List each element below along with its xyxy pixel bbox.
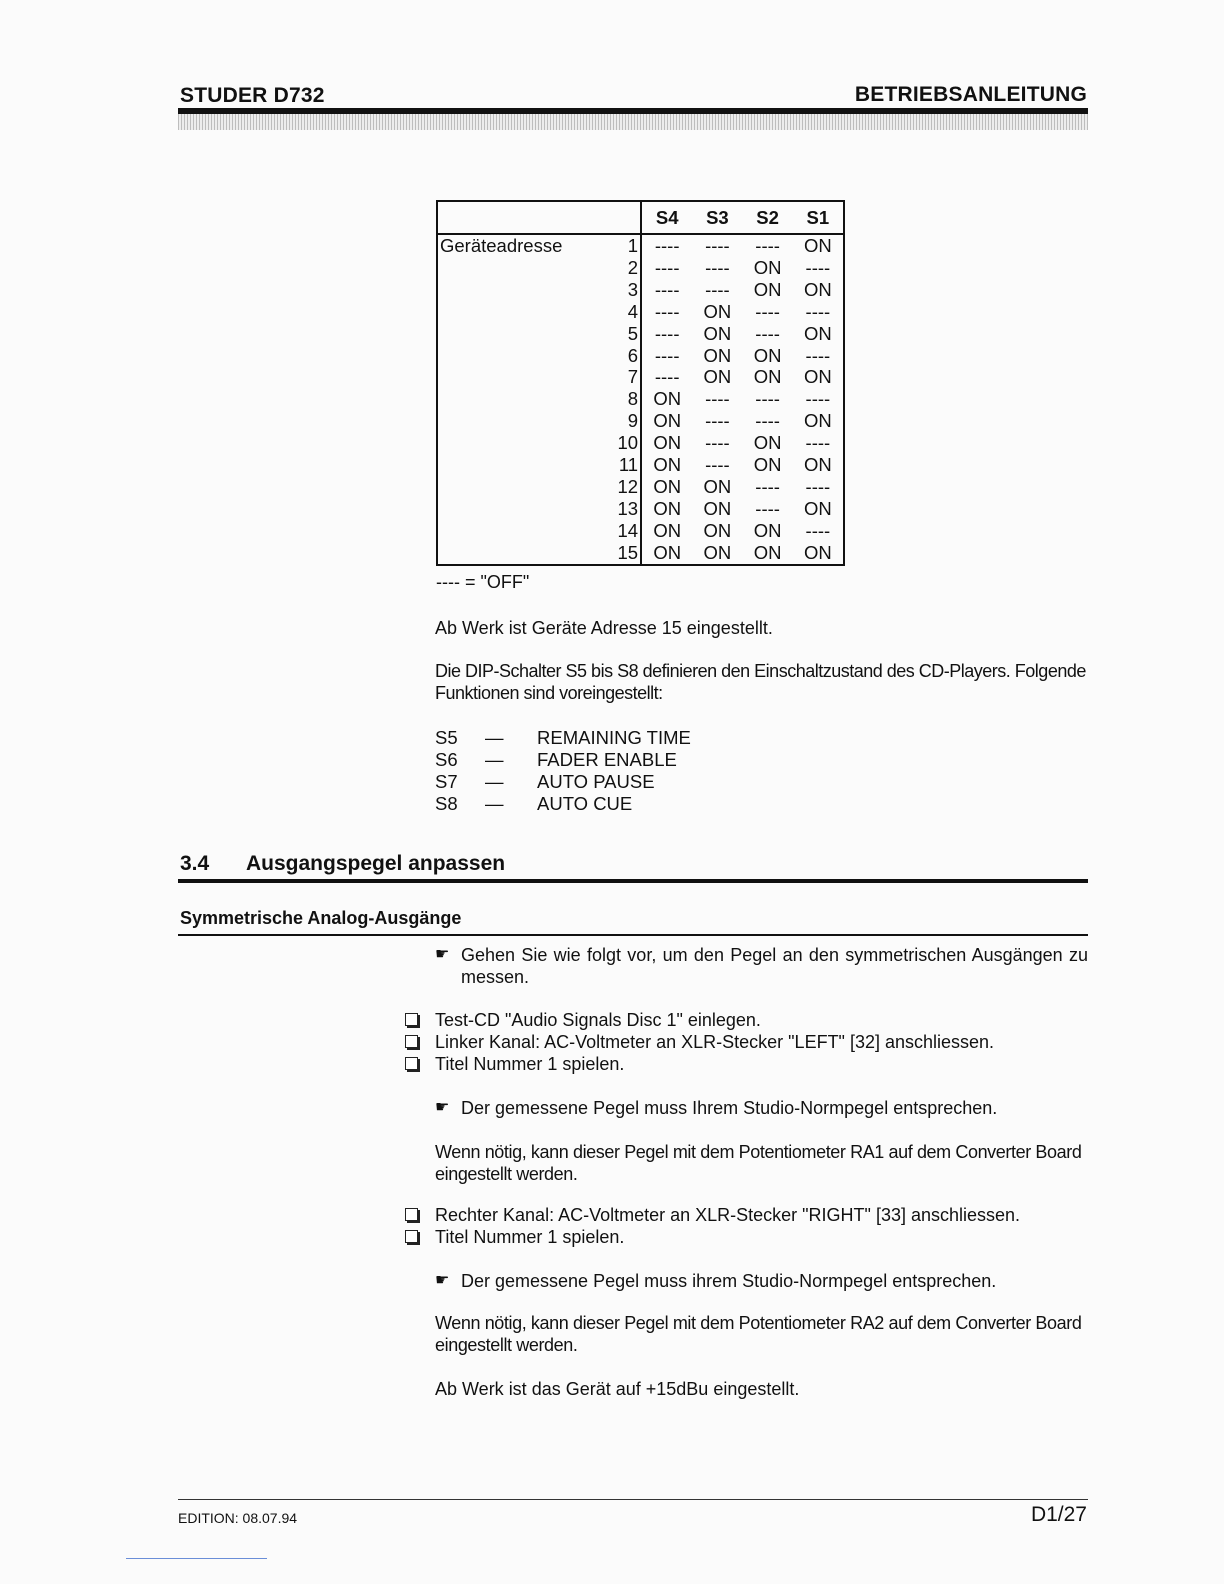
switch-state-cell: ON <box>803 366 832 388</box>
table-header-row <box>437 201 844 234</box>
row-label <box>437 542 608 565</box>
checkbox-icon <box>405 1035 418 1048</box>
switch-state-cell: ---- <box>705 410 730 432</box>
note-text: Der gemessene Pegel muss Ihrem Studio-Normpegel entsprechen. <box>461 1098 998 1118</box>
step-text: Titel Nummer 1 spielen. <box>435 1227 625 1247</box>
switch-state-cell: ON <box>703 475 732 497</box>
row-label <box>437 388 608 410</box>
switch-state-cell: ON <box>703 497 732 519</box>
header-manual-type: BETRIEBSANLEITUNG <box>854 83 1087 106</box>
address-number: 2 <box>608 257 641 279</box>
switch-function: FADER ENABLE <box>537 749 677 770</box>
table-row <box>437 345 844 367</box>
ra2-text: Wenn nötig, kann dieser Pegel mit dem Potentiometer RA2 auf dem Converter Board eingestellt werden. <box>435 1313 1082 1355</box>
table-row <box>437 301 844 323</box>
step-text: Titel Nummer 1 spielen. <box>435 1054 625 1074</box>
switch-state-cell: ---- <box>755 475 780 497</box>
section-rule <box>178 879 1088 883</box>
note <box>435 1270 1088 1292</box>
switch-state-cell: ---- <box>705 388 730 410</box>
note <box>435 1097 1088 1119</box>
checkbox-icon <box>405 1013 418 1026</box>
note <box>435 944 1088 988</box>
switch-state-cell: ---- <box>654 366 680 388</box>
switch-state-cell: ON <box>753 432 782 454</box>
dip-intro-text: Die DIP-Schalter S5 bis S8 definieren den Einschaltzustand des CD-Players. Folgende Funktionen sind voreingestellt: <box>435 661 1086 703</box>
switch-function: REMAINING TIME <box>537 727 691 748</box>
switch-state-cell: ---- <box>705 256 730 278</box>
row-label <box>437 301 608 323</box>
switch-state-cell: ON <box>753 256 782 278</box>
switch-state-cell: ON <box>653 454 682 476</box>
row-label <box>437 279 608 301</box>
table-row <box>437 234 844 257</box>
table-row <box>437 498 844 520</box>
table-row <box>437 279 844 301</box>
pointing-hand-icon: ☛ <box>435 1272 450 1289</box>
switch-state-cell: ON <box>803 235 832 256</box>
row-label <box>437 432 608 454</box>
switch-state-cell: ---- <box>654 235 680 256</box>
address-number: 12 <box>608 476 641 498</box>
switch-dash: — <box>485 749 504 770</box>
switch-state-cell: ---- <box>805 256 831 278</box>
switch-state-cell: ---- <box>705 432 730 454</box>
ra1-text: Wenn nötig, kann dieser Pegel mit dem Potentiometer RA1 auf dem Converter Board eingestellt werden. <box>435 1142 1082 1184</box>
switch-state-cell: ON <box>803 410 832 432</box>
switch-state-cell: ON <box>653 519 682 541</box>
switch-state-cell: ---- <box>755 235 780 256</box>
switch-state-cell: ON <box>703 322 732 344</box>
address-number: 1 <box>608 234 641 257</box>
switch-state-cell: ---- <box>805 388 831 410</box>
address-number: 5 <box>608 323 641 345</box>
factory-address-text: Ab Werk ist Geräte Adresse 15 eingestellt. <box>435 618 773 638</box>
row-label <box>437 345 608 367</box>
row-label <box>437 454 608 476</box>
switch-state-cell: ---- <box>755 300 780 322</box>
switch-function: AUTO PAUSE <box>537 771 655 792</box>
pointing-hand-icon: ☛ <box>435 1099 450 1116</box>
scan-artifact-line <box>126 1558 267 1559</box>
header-title: STUDER D732 <box>180 84 325 107</box>
switch-dash: — <box>485 771 504 792</box>
row-label <box>437 498 608 520</box>
switch-state-cell: ---- <box>755 410 780 432</box>
switch-state-cell: ON <box>703 300 732 322</box>
switch-state-cell: ---- <box>805 432 831 454</box>
switch-state-cell: ---- <box>654 300 680 322</box>
table-row <box>437 388 844 410</box>
switch-state-cell: ON <box>753 541 782 563</box>
address-number: 15 <box>608 542 641 565</box>
switch-dash: — <box>485 727 504 748</box>
switch-state-cell: ---- <box>755 322 780 344</box>
switch-state-cell: ON <box>803 541 832 563</box>
factory-level-text: Ab Werk ist das Gerät auf +15dBu eingestellt. <box>435 1379 800 1399</box>
address-number: 13 <box>608 498 641 520</box>
table-row <box>437 323 844 345</box>
address-number: 14 <box>608 520 641 542</box>
table-row <box>437 476 844 498</box>
switch-state-cell: ON <box>653 410 682 432</box>
switch-dash: — <box>485 793 504 814</box>
row-label <box>437 366 608 388</box>
table-corner-cell <box>437 201 641 234</box>
switch-state-cell: ON <box>653 432 682 454</box>
switch-state-cell: ON <box>703 366 732 388</box>
switch-state-cell: ON <box>753 366 782 388</box>
address-number: 3 <box>608 279 641 301</box>
switch-state-cell: ---- <box>805 475 831 497</box>
switch-state-cell: ---- <box>755 497 780 519</box>
address-number: 8 <box>608 388 641 410</box>
checkbox-icon <box>405 1208 418 1221</box>
table-row <box>437 366 844 388</box>
note-text: Gehen Sie wie folgt vor, um den Pegel an den symmetrischen Ausgängen zu messen. <box>461 945 1088 987</box>
header-bar <box>178 108 1088 130</box>
address-number: 7 <box>608 366 641 388</box>
checkbox-icon <box>405 1057 418 1070</box>
switch-state-cell: ON <box>753 278 782 300</box>
table-row <box>437 257 844 279</box>
pointing-hand-icon: ☛ <box>435 946 450 963</box>
row-label: Geräteadresse <box>440 235 563 256</box>
table-legend: ---- = "OFF" <box>436 572 530 592</box>
address-number: 11 <box>608 454 641 476</box>
footer-rule <box>178 1499 1088 1500</box>
column-header: S4 <box>641 201 692 234</box>
table-row <box>437 432 844 454</box>
switch-state-cell: ON <box>803 278 832 300</box>
switch-state-cell: ON <box>653 475 682 497</box>
page-number: D1/27 <box>1030 1503 1087 1526</box>
row-label <box>437 323 608 345</box>
switch-state-cell: ---- <box>705 454 730 476</box>
switch-function: AUTO CUE <box>537 793 633 814</box>
switch-state-cell: ON <box>753 344 782 366</box>
address-number: 6 <box>608 345 641 367</box>
address-number: 10 <box>608 432 641 454</box>
switch-state-cell: ---- <box>705 235 730 256</box>
dip-switch-table <box>436 200 845 566</box>
address-number: 4 <box>608 301 641 323</box>
table-row <box>437 542 844 565</box>
switch-state-cell: ---- <box>755 388 780 410</box>
checkbox-icon <box>405 1230 418 1243</box>
row-label <box>437 257 608 279</box>
switch-state-cell: ON <box>753 519 782 541</box>
switch-state-cell: ---- <box>805 344 831 366</box>
table-row <box>437 454 844 476</box>
switch-state-cell: ON <box>703 541 732 563</box>
row-label <box>437 410 608 432</box>
subsection-heading: Symmetrische Analog-Ausgänge <box>180 908 462 928</box>
switch-state-cell: ON <box>803 454 832 476</box>
section-number: 3.4 <box>180 852 210 875</box>
table-row <box>437 520 844 542</box>
switch-state-cell: ---- <box>805 300 831 322</box>
switch-state-cell: ---- <box>654 344 680 366</box>
row-label <box>437 520 608 542</box>
switch-state-cell: ---- <box>805 519 831 541</box>
column-header: S3 <box>692 201 742 234</box>
step-text: Linker Kanal: AC-Voltmeter an XLR-Stecker "LEFT" [32] anschliessen. <box>435 1032 995 1052</box>
switch-state-cell: ON <box>653 541 682 563</box>
section-title: Ausgangspegel anpassen <box>246 852 506 875</box>
step-text: Test-CD "Audio Signals Disc 1" einlegen. <box>435 1010 761 1030</box>
note-text: Der gemessene Pegel muss ihrem Studio-Normpegel entsprechen. <box>461 1271 997 1291</box>
column-header: S2 <box>743 201 793 234</box>
switch-state-cell: ---- <box>705 278 730 300</box>
subsection-rule <box>178 934 1088 936</box>
switch-id: S5 <box>435 727 458 748</box>
edition-date: EDITION: 08.07.94 <box>178 1510 298 1526</box>
switch-state-cell: ---- <box>654 322 680 344</box>
column-header: S1 <box>793 201 844 234</box>
switch-state-cell: ON <box>653 388 682 410</box>
row-label <box>437 476 608 498</box>
switch-id: S7 <box>435 771 458 792</box>
switch-state-cell: ON <box>703 344 732 366</box>
switch-id: S8 <box>435 793 458 814</box>
switch-state-cell: ON <box>653 497 682 519</box>
address-number: 9 <box>608 410 641 432</box>
table-row <box>437 410 844 432</box>
switch-state-cell: ON <box>753 454 782 476</box>
step-text: Rechter Kanal: AC-Voltmeter an XLR-Stecker "RIGHT" [33] anschliessen. <box>435 1205 1021 1225</box>
switch-state-cell: ON <box>803 497 832 519</box>
switch-state-cell: ---- <box>654 256 680 278</box>
switch-id: S6 <box>435 749 458 770</box>
switch-state-cell: ON <box>803 322 832 344</box>
switch-state-cell: ON <box>703 519 732 541</box>
switch-state-cell: ---- <box>654 278 680 300</box>
